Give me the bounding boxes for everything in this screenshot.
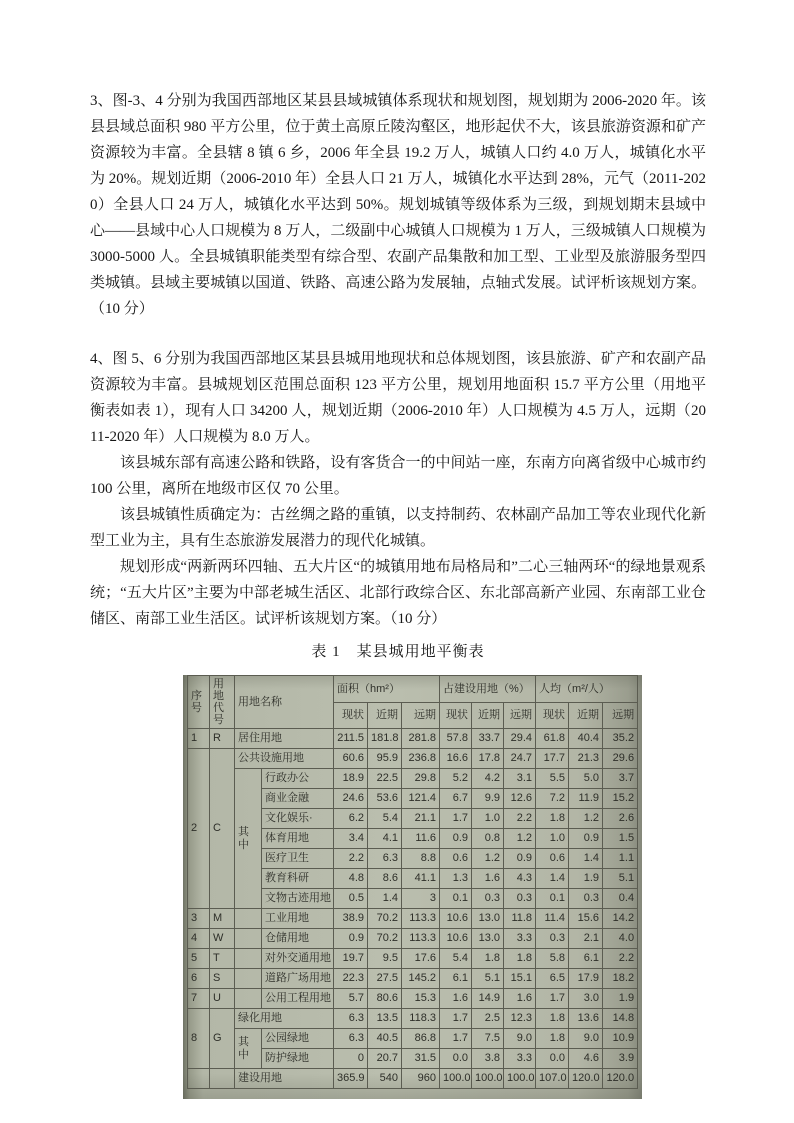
table-row bbox=[188, 769, 638, 789]
cell-land-use-name: 医疗卫生 bbox=[262, 849, 334, 869]
cell-value: 21.1 bbox=[402, 809, 440, 829]
cell-value: 31.5 bbox=[402, 1049, 440, 1069]
table-row bbox=[188, 1069, 638, 1089]
cell-value: 120.0 bbox=[569, 1069, 603, 1089]
cell-value: 29.8 bbox=[402, 769, 440, 789]
cell-value: 0.9 bbox=[504, 849, 536, 869]
cell-value: 61.8 bbox=[536, 729, 569, 749]
cell-value: 21.3 bbox=[569, 749, 603, 769]
cell-value: 8.8 bbox=[402, 849, 440, 869]
cell-value: 18.2 bbox=[603, 969, 638, 989]
cell-value: 2.2 bbox=[334, 849, 368, 869]
header-percap-group: 人均（m²/人） bbox=[536, 676, 638, 703]
header-pct-far: 远期 bbox=[504, 703, 536, 729]
cell-among-empty bbox=[235, 969, 262, 989]
cell-value: 1.5 bbox=[603, 829, 638, 849]
cell-value: 70.2 bbox=[368, 909, 402, 929]
cell-value: 6.7 bbox=[440, 789, 472, 809]
cell-value: 12.6 bbox=[504, 789, 536, 809]
cell-value: 3.0 bbox=[569, 989, 603, 1009]
cell-value: 15.2 bbox=[603, 789, 638, 809]
header-seq: 序号 bbox=[188, 676, 210, 729]
cell-value: 5.4 bbox=[440, 949, 472, 969]
cell-value: 1.7 bbox=[440, 1009, 472, 1029]
cell-value: 33.7 bbox=[472, 729, 504, 749]
table-row bbox=[188, 969, 638, 989]
cell-value: 4.8 bbox=[334, 869, 368, 889]
cell-value: 11.8 bbox=[504, 909, 536, 929]
cell-value: 17.7 bbox=[536, 749, 569, 769]
cell-value: 17.8 bbox=[472, 749, 504, 769]
cell-land-use-name: 居住用地 bbox=[235, 729, 334, 749]
cell-value: 3.8 bbox=[472, 1049, 504, 1069]
table-row bbox=[188, 1009, 638, 1029]
cell-value: 1.1 bbox=[603, 849, 638, 869]
cell-value: 3.1 bbox=[504, 769, 536, 789]
cell-value: 13.0 bbox=[472, 909, 504, 929]
cell-value: 7.5 bbox=[472, 1029, 504, 1049]
cell-value: 19.7 bbox=[334, 949, 368, 969]
cell-value: 20.7 bbox=[368, 1049, 402, 1069]
cell-value: 6.5 bbox=[536, 969, 569, 989]
cell-among-empty bbox=[235, 909, 262, 929]
cell-value: 1.8 bbox=[536, 1009, 569, 1029]
cell-value: 0.0 bbox=[440, 1049, 472, 1069]
header-area-far: 远期 bbox=[402, 703, 440, 729]
table-row bbox=[188, 989, 638, 1009]
cell-value: 12.3 bbox=[504, 1009, 536, 1029]
cell-seq: 7 bbox=[188, 989, 210, 1009]
cell-value: 10.6 bbox=[440, 929, 472, 949]
header-code: 用地代号 bbox=[210, 676, 235, 729]
cell-value: 3.4 bbox=[334, 829, 368, 849]
cell-value: 0.5 bbox=[334, 889, 368, 909]
question-4-intro: 4、图 5、6 分别为我国西部地区某县县城用地现状和总体规划图，该县旅游、矿产和农副产品资源较为丰富。县城规划区范围总面积 123 平方公里，规划用地面积 15.7 平方公里（用地平衡表如表 1），现有人口 34200 人，规划近期（2006-2010 年）人口规模为 4.5 万人，远期（2011-2020 年）人口规模为 8.0 万人。 bbox=[90, 351, 706, 445]
cell-value: 1.8 bbox=[504, 949, 536, 969]
cell-value: 80.6 bbox=[368, 989, 402, 1009]
cell-value: 22.3 bbox=[334, 969, 368, 989]
question-4-plan-paragraph: 规划形成“两新两环四轴、五大片区“的城镇用地布局格局和”二心三轴两环“的绿地景观系统；“五大片区”主要为中部老城生活区、北部行政综合区、东北部高新产业园、东南部工业仓储区、南部工业生活区。试评析该规划方案。（10 分） bbox=[90, 559, 706, 627]
header-percap-far: 远期 bbox=[603, 703, 638, 729]
cell-value: 4.3 bbox=[504, 869, 536, 889]
cell-seq: 2 bbox=[188, 749, 210, 909]
cell-value: 211.5 bbox=[334, 729, 368, 749]
cell-value: 18.9 bbox=[334, 769, 368, 789]
cell-code: W bbox=[210, 929, 235, 949]
cell-value: 60.6 bbox=[334, 749, 368, 769]
cell-value: 236.8 bbox=[402, 749, 440, 769]
cell-among-label: 其中 bbox=[235, 769, 262, 909]
cell-value: 24.7 bbox=[504, 749, 536, 769]
cell-value: 100.0 bbox=[504, 1069, 536, 1089]
land-use-balance-table bbox=[187, 675, 638, 1089]
cell-value: 6.3 bbox=[334, 1009, 368, 1029]
cell-value: 1.2 bbox=[472, 849, 504, 869]
cell-value: 4.6 bbox=[569, 1049, 603, 1069]
cell-value: 100.0 bbox=[440, 1069, 472, 1089]
cell-value: 145.2 bbox=[402, 969, 440, 989]
cell-value: 14.2 bbox=[603, 909, 638, 929]
cell-seq: 4 bbox=[188, 929, 210, 949]
cell-land-use-name: 文物古迹用地 bbox=[262, 889, 334, 909]
table-title: 表 1 某县城用地平衡表 bbox=[311, 644, 485, 660]
cell-value: 6.3 bbox=[334, 1029, 368, 1049]
cell-value: 118.3 bbox=[402, 1009, 440, 1029]
table-row bbox=[188, 929, 638, 949]
cell-value: 4.2 bbox=[472, 769, 504, 789]
cell-code: G bbox=[210, 1009, 235, 1069]
cell-value: 5.1 bbox=[472, 969, 504, 989]
cell-seq: 6 bbox=[188, 969, 210, 989]
cell-value: 10.9 bbox=[603, 1029, 638, 1049]
cell-value: 6.1 bbox=[440, 969, 472, 989]
cell-value: 0.1 bbox=[440, 889, 472, 909]
header-name: 用地名称 bbox=[235, 676, 334, 729]
cell-value: 1.7 bbox=[440, 1029, 472, 1049]
cell-value: 15.1 bbox=[504, 969, 536, 989]
cell-value: 1.9 bbox=[603, 989, 638, 1009]
cell-value: 53.6 bbox=[368, 789, 402, 809]
cell-value: 7.2 bbox=[536, 789, 569, 809]
header-percap-status: 现状 bbox=[536, 703, 569, 729]
cell-value: 1.0 bbox=[472, 809, 504, 829]
cell-code: C bbox=[210, 749, 235, 909]
cell-value: 1.6 bbox=[440, 989, 472, 1009]
cell-value: 15.6 bbox=[569, 909, 603, 929]
cell-value: 1.7 bbox=[440, 809, 472, 829]
cell-value: 181.8 bbox=[368, 729, 402, 749]
cell-value: 1.2 bbox=[504, 829, 536, 849]
cell-value: 281.8 bbox=[402, 729, 440, 749]
table-row bbox=[188, 1029, 638, 1049]
cell-land-use-name: 商业金融 bbox=[262, 789, 334, 809]
cell-among-empty bbox=[235, 989, 262, 1009]
cell-value: 0.9 bbox=[569, 829, 603, 849]
table-row bbox=[188, 729, 638, 749]
cell-value: 113.3 bbox=[402, 909, 440, 929]
cell-value: 3.7 bbox=[603, 769, 638, 789]
cell-value: 9.9 bbox=[472, 789, 504, 809]
header-pct-status: 现状 bbox=[440, 703, 472, 729]
cell-value: 960 bbox=[402, 1069, 440, 1089]
cell-value: 1.3 bbox=[440, 869, 472, 889]
cell-value: 70.2 bbox=[368, 929, 402, 949]
cell-value: 2.1 bbox=[569, 929, 603, 949]
table-row bbox=[188, 749, 638, 769]
cell-code: T bbox=[210, 949, 235, 969]
cell-value: 6.1 bbox=[569, 949, 603, 969]
cell-land-use-name: 公园绿地 bbox=[262, 1029, 334, 1049]
cell-value: 0.3 bbox=[504, 889, 536, 909]
cell-among-empty bbox=[235, 949, 262, 969]
cell-value: 27.5 bbox=[368, 969, 402, 989]
header-area-near: 近期 bbox=[368, 703, 402, 729]
cell-value: 3.9 bbox=[603, 1049, 638, 1069]
cell-value: 1.6 bbox=[472, 869, 504, 889]
cell-value: 3.3 bbox=[504, 929, 536, 949]
cell-value: 2.5 bbox=[472, 1009, 504, 1029]
cell-value: 1.9 bbox=[569, 869, 603, 889]
cell-value: 9.0 bbox=[569, 1029, 603, 1049]
table-row bbox=[188, 909, 638, 929]
question-3-text: 3、图-3、4 分别为我国西部地区某县县域城镇体系现状和规划图，规划期为 2006-2020 年。该县县域总面积 980 平方公里，位于黄土高原丘陵沟壑区，地形起伏不大，该县旅游资源和矿产资源较为丰富。全县辖 8 镇 6 乡，2006 年全县 19.2 万人，城镇人口约 4.0 万人，城镇化水平为 20%。规划近期（2006-2010 年）全县人口 21 万人，城镇化水平达到 28%，元气（2011-2020）全县人口 24 万人，城镇化水平达到 50%。规划城镇等级体系为三级，到规划期末县域中心——县域中心人口规模为 8 万人，二级副中心城镇人口规模为 1 万人，三级城镇人口规模为 3000-5000 人。全县城镇职能类型有综合型、农副产品集散和加工型、工业型及旅游服务型四类城镇。县域主要城镇以国道、铁路、高速公路为发展轴，点轴式发展。试评析该规划方案。（10 分） bbox=[90, 93, 706, 317]
cell-value: 4.0 bbox=[603, 929, 638, 949]
cell-value: 11.9 bbox=[569, 789, 603, 809]
cell-value: 1.4 bbox=[569, 849, 603, 869]
question-4-town-nature-paragraph: 该县城镇性质确定为：古丝绸之路的重镇，以支持制药、农林副产品加工等农业现代化新型工业为主，具有生态旅游发展潜力的现代化城镇。 bbox=[90, 507, 706, 549]
cell-value: 41.1 bbox=[402, 869, 440, 889]
cell-land-use-name: 工业用地 bbox=[262, 909, 334, 929]
cell-value: 6.2 bbox=[334, 809, 368, 829]
cell-value: 38.9 bbox=[334, 909, 368, 929]
cell-value: 0 bbox=[334, 1049, 368, 1069]
cell-land-use-name: 仓储用地 bbox=[262, 929, 334, 949]
cell-code: M bbox=[210, 909, 235, 929]
cell-code bbox=[210, 1069, 235, 1089]
cell-seq: 8 bbox=[188, 1009, 210, 1069]
cell-land-use-name: 公用工程用地 bbox=[262, 989, 334, 1009]
header-row-groups bbox=[188, 676, 638, 703]
cell-value: 0.3 bbox=[472, 889, 504, 909]
cell-value: 0.4 bbox=[603, 889, 638, 909]
cell-value: 22.5 bbox=[368, 769, 402, 789]
cell-value: 1.6 bbox=[504, 989, 536, 1009]
cell-land-use-name: 文化娱乐· bbox=[262, 809, 334, 829]
cell-value: 24.6 bbox=[334, 789, 368, 809]
cell-value: 2.6 bbox=[603, 809, 638, 829]
cell-value: 1.0 bbox=[536, 829, 569, 849]
cell-land-use-name: 公共设施用地 bbox=[235, 749, 334, 769]
cell-among-label: 其中 bbox=[235, 1029, 262, 1069]
cell-value: 121.4 bbox=[402, 789, 440, 809]
cell-value: 540 bbox=[368, 1069, 402, 1089]
cell-land-use-name: 教育科研 bbox=[262, 869, 334, 889]
cell-code: S bbox=[210, 969, 235, 989]
cell-value: 1.2 bbox=[569, 809, 603, 829]
cell-value: 2.2 bbox=[603, 949, 638, 969]
cell-value: 16.6 bbox=[440, 749, 472, 769]
cell-value: 1.4 bbox=[536, 869, 569, 889]
header-area-group: 面积（hm²） bbox=[334, 676, 440, 703]
cell-value: 4.1 bbox=[368, 829, 402, 849]
cell-value: 13.0 bbox=[472, 929, 504, 949]
cell-seq: 1 bbox=[188, 729, 210, 749]
cell-value: 9.0 bbox=[504, 1029, 536, 1049]
cell-value: 0.1 bbox=[536, 889, 569, 909]
cell-value: 0.6 bbox=[440, 849, 472, 869]
cell-value: 365.9 bbox=[334, 1069, 368, 1089]
cell-value: 1.8 bbox=[536, 1029, 569, 1049]
cell-land-use-name: 建设用地 bbox=[235, 1069, 334, 1089]
cell-value: 1.8 bbox=[536, 809, 569, 829]
cell-value: 0.9 bbox=[334, 929, 368, 949]
cell-value: 13.5 bbox=[368, 1009, 402, 1029]
header-pct-near: 近期 bbox=[472, 703, 504, 729]
cell-code: R bbox=[210, 729, 235, 749]
cell-value: 0.3 bbox=[536, 929, 569, 949]
cell-land-use-name: 绿化用地 bbox=[235, 1009, 334, 1029]
cell-seq: 5 bbox=[188, 949, 210, 969]
cell-value: 14.8 bbox=[603, 1009, 638, 1029]
table-row bbox=[188, 949, 638, 969]
cell-among-empty bbox=[235, 929, 262, 949]
cell-value: 120.0 bbox=[603, 1069, 638, 1089]
cell-value: 29.6 bbox=[603, 749, 638, 769]
question-4-transport-paragraph: 该县城东部有高速公路和铁路，设有客货合一的中间站一座，东南方向离省级中心城市约 100 公里，离所在地级市区仅 70 公里。 bbox=[90, 455, 706, 497]
cell-value: 0.0 bbox=[536, 1049, 569, 1069]
cell-value: 113.3 bbox=[402, 929, 440, 949]
cell-value: 107.0 bbox=[536, 1069, 569, 1089]
cell-value: 3.3 bbox=[504, 1049, 536, 1069]
cell-land-use-name: 行政办公 bbox=[262, 769, 334, 789]
cell-seq bbox=[188, 1069, 210, 1089]
cell-value: 5.8 bbox=[536, 949, 569, 969]
cell-value: 13.6 bbox=[569, 1009, 603, 1029]
cell-value: 11.4 bbox=[536, 909, 569, 929]
cell-value: 9.5 bbox=[368, 949, 402, 969]
cell-land-use-name: 体育用地 bbox=[262, 829, 334, 849]
cell-land-use-name: 防护绿地 bbox=[262, 1049, 334, 1069]
cell-value: 86.8 bbox=[402, 1029, 440, 1049]
cell-value: 8.6 bbox=[368, 869, 402, 889]
cell-value: 17.9 bbox=[569, 969, 603, 989]
cell-value: 2.2 bbox=[504, 809, 536, 829]
cell-value: 40.4 bbox=[569, 729, 603, 749]
cell-value: 29.4 bbox=[504, 729, 536, 749]
cell-value: 15.3 bbox=[402, 989, 440, 1009]
cell-code: U bbox=[210, 989, 235, 1009]
cell-value: 1.8 bbox=[472, 949, 504, 969]
table-photo bbox=[183, 675, 642, 1099]
cell-value: 6.3 bbox=[368, 849, 402, 869]
cell-value: 57.8 bbox=[440, 729, 472, 749]
cell-value: 35.2 bbox=[603, 729, 638, 749]
cell-land-use-name: 对外交通用地 bbox=[262, 949, 334, 969]
cell-value: 5.4 bbox=[368, 809, 402, 829]
cell-value: 0.3 bbox=[569, 889, 603, 909]
cell-value: 95.9 bbox=[368, 749, 402, 769]
cell-value: 5.1 bbox=[603, 869, 638, 889]
cell-seq: 3 bbox=[188, 909, 210, 929]
cell-value: 11.6 bbox=[402, 829, 440, 849]
cell-value: 17.6 bbox=[402, 949, 440, 969]
cell-value: 100.0 bbox=[472, 1069, 504, 1089]
cell-value: 5.5 bbox=[536, 769, 569, 789]
cell-value: 40.5 bbox=[368, 1029, 402, 1049]
header-pct-group: 占建设用地（%） bbox=[440, 676, 536, 703]
cell-value: 3 bbox=[402, 889, 440, 909]
cell-land-use-name: 道路广场用地 bbox=[262, 969, 334, 989]
cell-value: 0.6 bbox=[536, 849, 569, 869]
cell-value: 5.0 bbox=[569, 769, 603, 789]
cell-value: 14.9 bbox=[472, 989, 504, 1009]
cell-value: 5.2 bbox=[440, 769, 472, 789]
cell-value: 0.9 bbox=[440, 829, 472, 849]
cell-value: 0.8 bbox=[472, 829, 504, 849]
header-percap-near: 近期 bbox=[569, 703, 603, 729]
header-area-status: 现状 bbox=[334, 703, 368, 729]
cell-value: 1.7 bbox=[536, 989, 569, 1009]
cell-value: 10.6 bbox=[440, 909, 472, 929]
cell-value: 1.4 bbox=[368, 889, 402, 909]
cell-value: 5.7 bbox=[334, 989, 368, 1009]
